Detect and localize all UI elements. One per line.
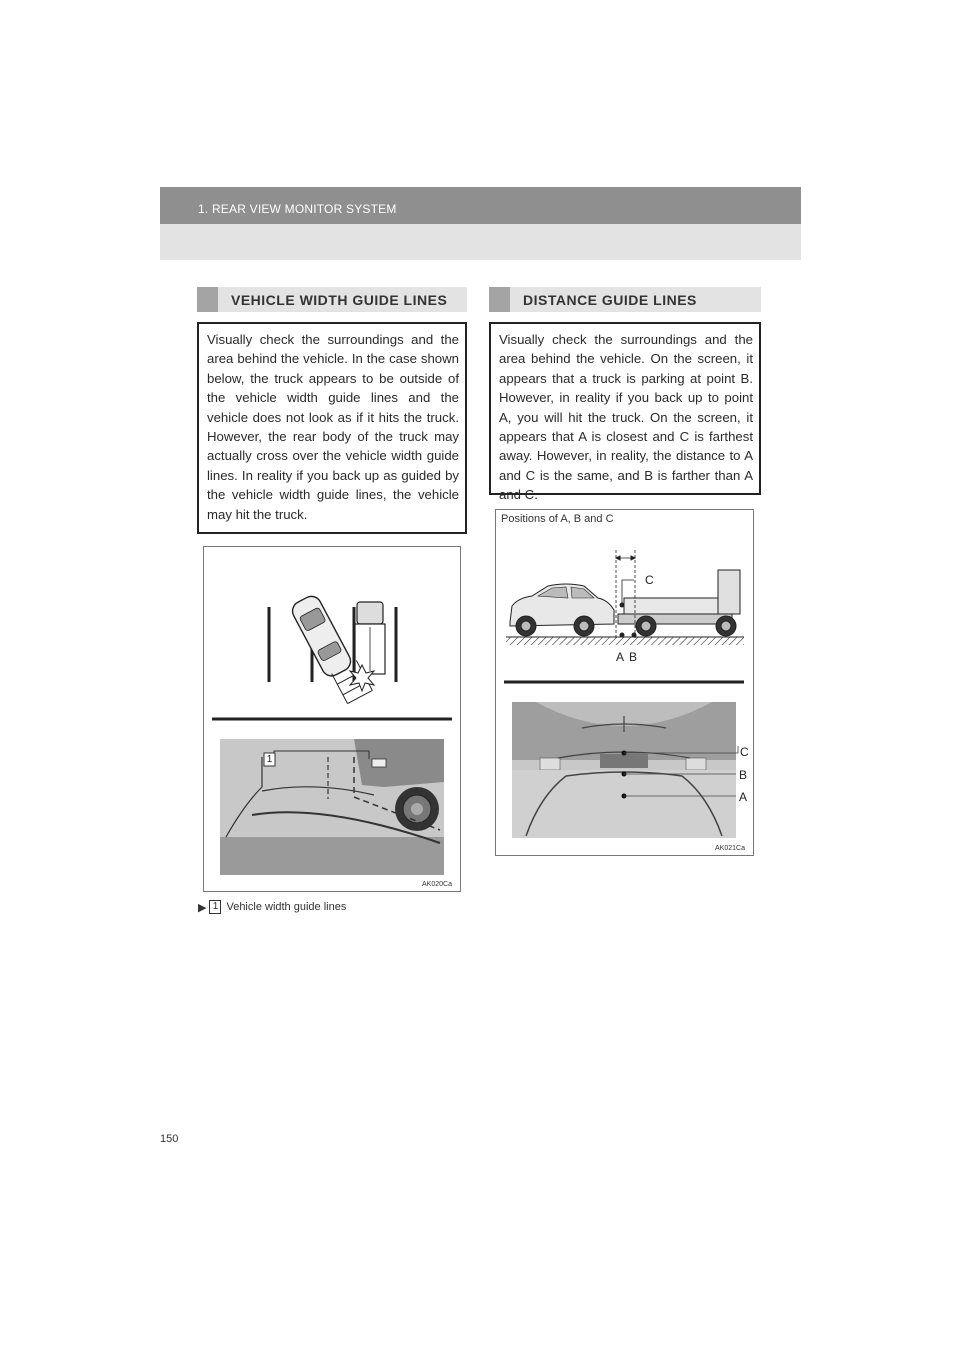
header-subbar xyxy=(160,224,801,260)
vehicle-width-illustration xyxy=(204,547,460,891)
page-number: 150 xyxy=(160,1133,179,1145)
label-c-screen: C xyxy=(740,745,749,759)
label-b-side: B xyxy=(629,650,638,664)
side-view xyxy=(506,550,744,645)
label-a-side: A xyxy=(616,650,625,664)
distance-heading-text: DISTANCE GUIDE LINES xyxy=(523,292,697,308)
vehicle-width-text: Visually check the surroundings and the area behind the vehicle. In the case shown below, the truck appears to be outside of the vehicle width guide lines and the vehicle does not look as if it hits the truck. However, the rear body of the truck may actually cross over the vehicle width guide lines. In reality if you back up as guided by the vehicle width guide lines, the vehicle may hit the truck. xyxy=(197,322,467,534)
header-bar xyxy=(160,187,801,224)
figure-code-right: AK021Ca xyxy=(715,845,745,852)
caption-number: 1 xyxy=(209,900,221,914)
distance-figure xyxy=(495,509,754,856)
label-c-side: C xyxy=(645,573,654,587)
figure-title-right: Positions of A, B and C xyxy=(501,513,614,525)
figure-code-left: AK020Ca xyxy=(422,881,452,888)
distance-illustration xyxy=(496,510,753,855)
vehicle-width-heading xyxy=(197,287,467,312)
caption-text: Vehicle width guide lines xyxy=(226,901,347,913)
figure-caption xyxy=(198,900,346,914)
section-title: 1. REAR VIEW MONITOR SYSTEM xyxy=(198,202,397,216)
vehicle-width-figure xyxy=(203,546,461,892)
heading-marker xyxy=(197,287,218,312)
monitor-screen xyxy=(220,739,444,875)
vehicle-width-heading-text: VEHICLE WIDTH GUIDE LINES xyxy=(231,292,448,308)
label-a-screen: A xyxy=(739,790,748,804)
monitor-screen xyxy=(512,702,738,838)
distance-text: Visually check the surroundings and the area behind the vehicle. On the screen, it appears that a truck is parking at point B. However, in reality if you back up to point A, you will hit the truck. On the screen, it appears that A is closest and C is farthest away. However, in reality, the distance to A and C is the same, and B is farther than A and C. xyxy=(489,322,761,495)
label-b-screen: B xyxy=(739,768,748,782)
heading-marker xyxy=(489,287,510,312)
parking-top-view xyxy=(269,593,396,704)
caption-arrow-icon: ▶ xyxy=(198,901,207,914)
distance-heading xyxy=(489,287,761,312)
callout-1: 1 xyxy=(266,754,273,765)
